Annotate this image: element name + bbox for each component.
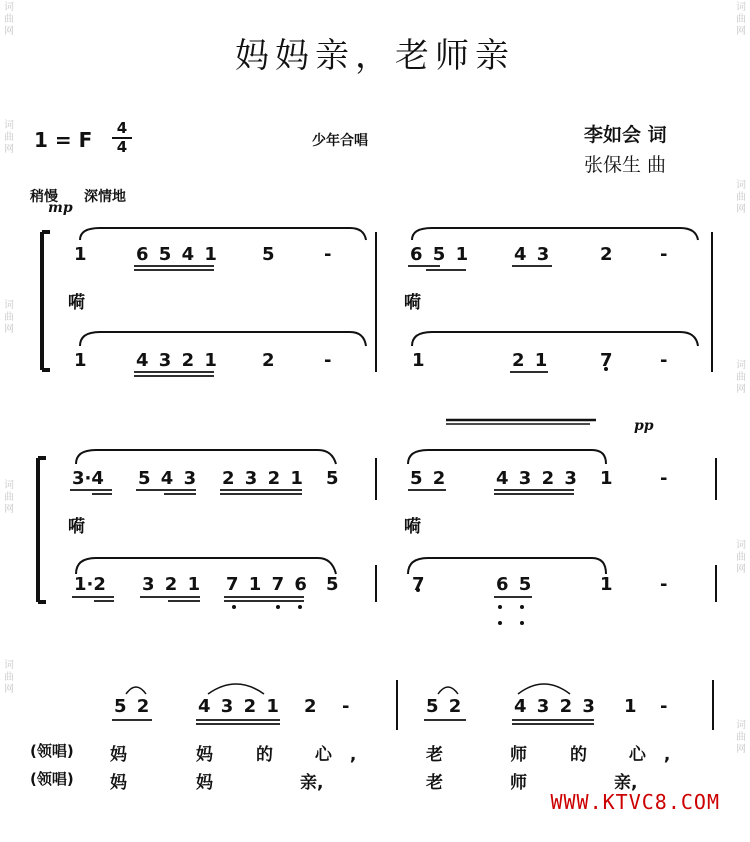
tempo-marking: 稍慢: [30, 189, 58, 205]
lyric: 的 心,: [256, 745, 375, 765]
note-group: 1: [74, 350, 87, 371]
note-group: 4 3: [514, 244, 552, 265]
watermark-char: 词: [4, 120, 14, 131]
dynamic-pp: pp: [634, 418, 654, 434]
note-group: 3·4: [72, 468, 104, 489]
note-group: 5 2: [426, 696, 464, 717]
note-group: 2 1: [512, 350, 550, 371]
note-group: -: [660, 244, 668, 265]
note-group: 7: [412, 574, 425, 595]
watermark-char: 网: [4, 26, 14, 37]
time-signature: [112, 120, 132, 156]
dynamic-mp: mp: [48, 200, 73, 216]
watermark-char: 网: [4, 144, 14, 155]
note-group: -: [660, 574, 668, 595]
verse-label: (领唱): [30, 770, 74, 788]
watermark-char: 网: [4, 504, 14, 515]
note-group: 4 3 2 3: [514, 696, 597, 717]
lyric: 嗬: [404, 293, 421, 313]
note-group: 1: [624, 696, 637, 717]
watermark-char: 网: [736, 744, 746, 755]
watermark-char: 曲: [736, 192, 746, 203]
watermark-char: 词: [736, 720, 746, 731]
expression-marking: 深情地: [84, 189, 126, 205]
watermark-left: [2, 2, 16, 38]
watermark-left: [2, 300, 16, 336]
watermark-char: 词: [736, 540, 746, 551]
watermark-char: 网: [736, 564, 746, 575]
watermark-char: 词: [4, 300, 14, 311]
watermark-char: 曲: [4, 14, 14, 25]
note-group: 5: [326, 574, 339, 595]
watermark-left: [2, 660, 16, 696]
note-group: 5: [262, 244, 275, 265]
lyric: 妈: [110, 773, 127, 793]
watermark-char: 曲: [736, 372, 746, 383]
note-group: -: [660, 696, 668, 717]
note-group: -: [660, 468, 668, 489]
lyric: 妈: [196, 773, 213, 793]
lyric: 师: [510, 745, 527, 765]
watermark-char: 词: [4, 660, 14, 671]
note-group: 2: [304, 696, 317, 717]
lyric: 师: [510, 773, 527, 793]
lyric: 亲,: [614, 773, 638, 793]
watermark-char: 词: [736, 180, 746, 191]
genre-label: 少年合唱: [312, 133, 368, 149]
watermark-char: 网: [4, 324, 14, 335]
note-group: 7 1 7 6: [226, 574, 309, 595]
note-group: 5 2: [410, 468, 448, 489]
note-group: 4 3 2 3: [496, 468, 579, 489]
watermark-char: 网: [736, 384, 746, 395]
site-url-link[interactable]: WWW.KTVC8.COM: [550, 790, 720, 814]
watermark-char: 词: [736, 360, 746, 371]
note-group: 1: [600, 574, 613, 595]
watermark-char: 词: [4, 480, 14, 491]
note-group: 2: [262, 350, 275, 371]
composer-credit: 张保生 曲: [584, 154, 667, 176]
watermark-char: 词: [736, 2, 746, 13]
lyric: 妈: [196, 745, 213, 765]
note-group: -: [324, 244, 332, 265]
lyric: 老: [426, 773, 443, 793]
time-sig-bottom: 4: [112, 137, 132, 156]
note-group: 1: [74, 244, 87, 265]
watermark-right: [734, 720, 748, 756]
watermark-right: [734, 540, 748, 576]
watermark-right: [734, 180, 748, 216]
lyricist-credit: 李如会 词: [584, 124, 667, 146]
note-group: 5 4 3: [138, 468, 199, 489]
note-group: 6 5 4 1: [136, 244, 219, 265]
note-group: 5: [326, 468, 339, 489]
lyric: 的 心,: [570, 745, 689, 765]
watermark-right: [734, 2, 748, 38]
watermark-char: 网: [736, 204, 746, 215]
lyric: 嗬: [68, 293, 85, 313]
lyric: 嗬: [68, 517, 85, 537]
note-group: 6 5 1: [410, 244, 471, 265]
watermark-char: 曲: [4, 312, 14, 323]
watermark-char: 曲: [736, 14, 746, 25]
watermark-char: 网: [4, 684, 14, 695]
lyric: 老: [426, 745, 443, 765]
watermark-char: 曲: [736, 552, 746, 563]
note-group: 1: [412, 350, 425, 371]
song-title: 妈妈亲，老师亲: [235, 36, 515, 76]
note-group: 4 3 2 1: [136, 350, 219, 371]
lyric: 亲,: [300, 773, 324, 793]
watermark-right: [734, 360, 748, 396]
note-group: 2: [600, 244, 613, 265]
verse-label: (领唱): [30, 742, 74, 760]
watermark-left: [2, 480, 16, 516]
watermark-char: 网: [736, 26, 746, 37]
watermark-char: 曲: [4, 672, 14, 683]
watermark-char: 曲: [4, 132, 14, 143]
note-group: 6 5: [496, 574, 534, 595]
note-group: 1: [600, 468, 613, 489]
note-group: 2 3 2 1: [222, 468, 305, 489]
note-group: -: [342, 696, 350, 717]
lyric: 妈: [110, 745, 127, 765]
note-group: 1·2: [74, 574, 106, 595]
key-signature: 1 = F: [34, 128, 93, 152]
time-sig-top: 4: [116, 119, 128, 137]
lyric: 嗬: [404, 517, 421, 537]
note-group: -: [324, 350, 332, 371]
watermark-char: 词: [4, 2, 14, 13]
note-group: -: [660, 350, 668, 371]
note-group: 4 3 2 1: [198, 696, 281, 717]
note-group: 5 2: [114, 696, 152, 717]
watermark-char: 曲: [4, 492, 14, 503]
note-group: 7: [600, 350, 613, 371]
watermark-left: [2, 120, 16, 156]
note-group: 3 2 1: [142, 574, 203, 595]
watermark-char: 曲: [736, 732, 746, 743]
